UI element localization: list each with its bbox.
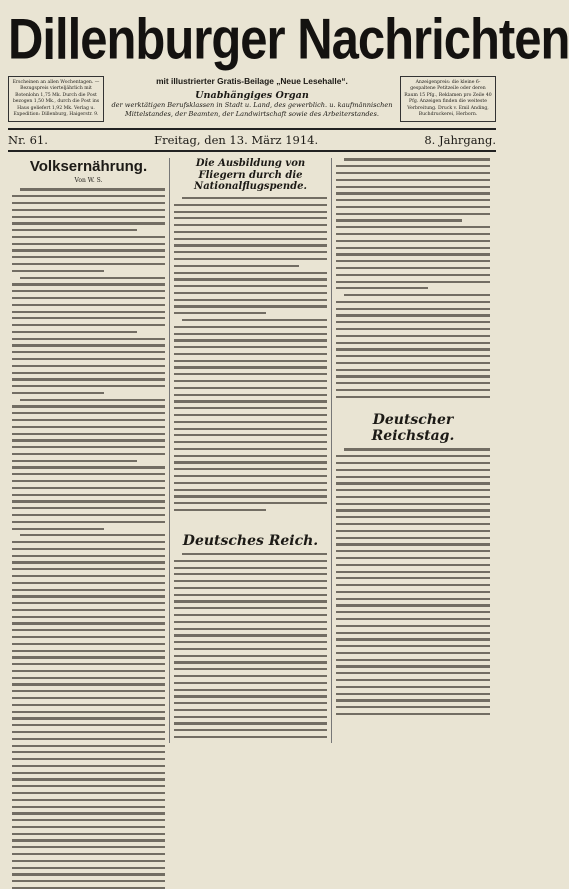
article-columns — [8, 158, 496, 743]
section-heading-deutscher-reichstag: Deutscher Reichstag. — [371, 412, 455, 445]
article-byline: Von W. S. — [74, 177, 103, 185]
issue-number: Nr. 61. — [8, 133, 48, 148]
article-body-text — [336, 448, 490, 723]
dateline — [8, 128, 496, 152]
article-headline-fliegerausbildung: Die Ausbildung von Fliegern durch die Nationalflugspende. — [194, 158, 307, 193]
masthead-subband — [8, 76, 496, 122]
article-headline-volksernaehrung: Volksernährung. — [29, 158, 148, 176]
masthead — [8, 8, 569, 122]
newspaper-title: Dillenburger Nachrichten — [8, 8, 569, 72]
slogan: Unabhängiges Organ — [195, 90, 309, 101]
section-heading-deutsches-reich: Deutsches Reich. — [182, 532, 319, 549]
tagline-line-2: Mittelstandes, der Beamten, der Landwirtschaft sowie des Arbeiterstandes. — [125, 110, 379, 118]
column-3 — [332, 158, 494, 743]
article-body-text — [336, 158, 490, 406]
advertising-info-box: Anzeigenpreis: die kleine 6-gespaltene Petitzeile oder deren Raum 15 Pfg., Reklamen pro Zeile 40 Pfg. Anzeigen finden die weiteste Verbreitung. Druck v. Emil Anding, Buchdruckerei, Herborn. — [400, 76, 496, 122]
column-1 — [8, 158, 170, 743]
subscription-info-box: Erscheinen an allen Wochentagen. — Bezugspreis vierteljährlich mit Botenlohn 1,75 Mk. Durch die Post bezogen 1,50 Mk., durch die Post ins Haus geliefert 1,92 Mk. Verlag u. Expedition: Dillenburg, Haigerstr. 9. — [8, 76, 104, 122]
tagline-line-1: der werktätigen Berufsklassen in Stadt u. Land, des gewerblich. u. kaufmännischen — [111, 101, 393, 109]
volume-year: 8. Jahrgang. — [424, 133, 496, 148]
supplement-line: mit illustrierter Gratis-Beilage „Neue Lesehalle“. — [156, 76, 348, 86]
article-body-text — [12, 188, 165, 733]
article-body-text — [174, 197, 327, 527]
article-body-text — [174, 553, 327, 743]
masthead-center — [104, 76, 400, 119]
column-2 — [170, 158, 332, 743]
issue-date: Freitag, den 13. März 1914. — [154, 133, 319, 148]
